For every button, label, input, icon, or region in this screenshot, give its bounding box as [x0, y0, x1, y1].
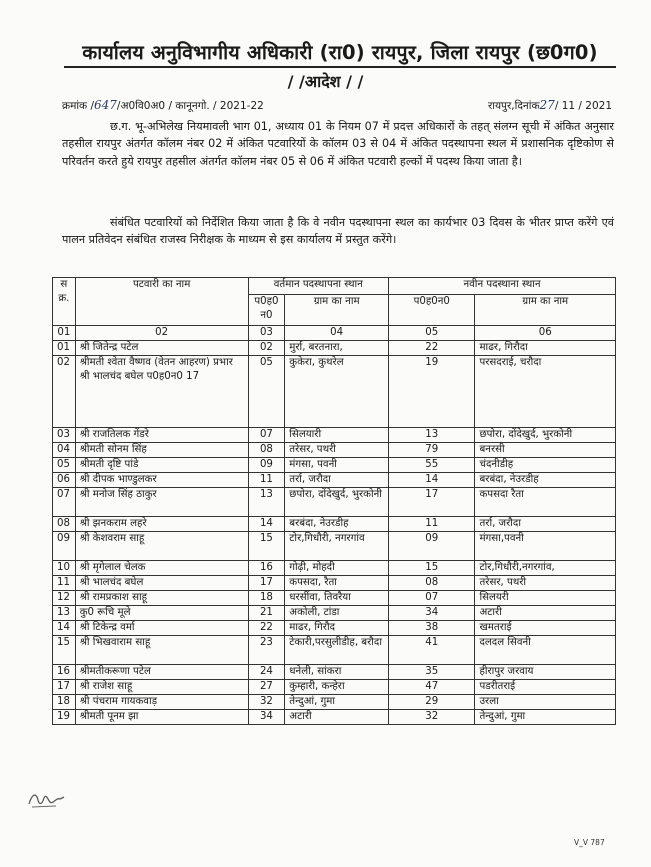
row-name: श्री जितेन्द्र पटेल	[75, 341, 248, 356]
row-new-ph: 14	[389, 473, 475, 488]
row-new-village: तेन्दुआं, गुमा	[475, 710, 616, 725]
row-name: श्री राजेश साहू	[75, 680, 248, 695]
row-current-ph: 14	[248, 517, 285, 532]
order-paragraph-1: छ.ग. भू-अभिलेख नियमावली भाग 01, अध्याय 01 के नियम 07 में प्रदत्त अधिकारों के तहत् संलग्न सूची में अंकित अनुसार तहसील रायपुर अंतर्गत कॉलम नंबर 02 में अंकित पटवारियों के कॉलम 03 से 04 में अंकित पदस्थापना स्थल में प्रशासनिक दृष्टिकोण से परिवर्तन करते हुये रायपुर तहसील अंतर्गत कॉलम नंबर 05 से 06 में अंकित पटवारी हल्कों में पदस्थ किया जाता है।	[62, 120, 614, 168]
row-new-village: परसदराई, चरौदा	[475, 356, 616, 428]
row-serial: 19	[53, 710, 76, 725]
row-new-village: दलदल सिवनी	[475, 636, 616, 665]
order-date	[488, 98, 612, 113]
row-new-ph: 09	[389, 532, 475, 561]
row-current-village: तेन्दुआं, गुमा	[285, 695, 389, 710]
row-serial: 13	[53, 606, 76, 621]
row-name: श्री मृगेलाल चेलक	[75, 561, 248, 576]
row-new-ph: 47	[389, 680, 475, 695]
row-current-ph: 08	[248, 443, 285, 458]
row-name: श्रीमती श्वेता वैष्णव (वेतन आहरण) प्रभार श्री भालचंद बघेल प0ह0न0 17	[75, 356, 248, 428]
row-name: श्री राजतिलक गेंडरे	[75, 428, 248, 443]
row-current-ph: 27	[248, 680, 285, 695]
row-current-village: अकोली, टांडा	[285, 606, 389, 621]
row-new-village: तरेसर, पथरी	[475, 576, 616, 591]
order-number-suffix: /अ0वि0अ0 / कानूनगो. / 2021-22	[116, 100, 264, 112]
row-new-village: खमतराई	[475, 621, 616, 636]
row-new-ph: 32	[389, 710, 475, 725]
reference-line	[62, 98, 612, 116]
row-serial: 15	[53, 636, 76, 665]
row-name: श्री मनोज सिंह ठाकुर	[75, 488, 248, 517]
header-new-ph: प0ह0न0	[389, 295, 475, 326]
row-current-ph: 23	[248, 636, 285, 665]
row-serial: 09	[53, 532, 76, 561]
header-underline	[64, 66, 616, 68]
row-new-village: चंदनीडीह	[475, 458, 616, 473]
order-number	[62, 98, 264, 113]
table-row	[53, 532, 616, 561]
row-name: श्री टिकेन्द्र वर्मा	[75, 621, 248, 636]
order-title: / /आदेश / /	[287, 72, 364, 91]
order-number-handwritten: 647	[94, 98, 117, 112]
row-new-ph: 41	[389, 636, 475, 665]
row-new-village: मंगसा,पवनी	[475, 532, 616, 561]
row-current-village: टोर,गिधौरी, नगरगांव	[285, 532, 389, 561]
date-label: रायपुर,दिनांक	[487, 100, 540, 112]
row-current-ph: 16	[248, 561, 285, 576]
row-new-ph: 11	[389, 517, 475, 532]
row-current-village: धरसींवा, तिवरैया	[285, 591, 389, 606]
header-current-village: ग्राम का नाम	[285, 295, 389, 326]
row-name: श्री पंचराम गायकवाड़	[75, 695, 248, 710]
row-new-ph: 55	[389, 458, 475, 473]
row-current-ph: 07	[248, 428, 285, 443]
row-current-ph: 17	[248, 576, 285, 591]
row-current-village: तर्रा, जरौदा	[285, 473, 389, 488]
header-current-ph: प0ह0 न0	[248, 295, 285, 326]
row-serial: 03	[53, 428, 76, 443]
row-name: श्रीमती सोनम सिंह	[75, 443, 248, 458]
row-name: श्रीमती दृष्टि पांडे	[75, 458, 248, 473]
row-serial: 10	[53, 561, 76, 576]
row-serial: 12	[53, 591, 76, 606]
row-serial: 18	[53, 695, 76, 710]
row-new-ph: 08	[389, 576, 475, 591]
row-current-village: अटारी	[285, 710, 389, 725]
row-new-village: सिलयरी	[475, 591, 616, 606]
row-serial: 06	[53, 473, 76, 488]
row-current-village: बरबंदा, नेउरडीह	[285, 517, 389, 532]
header-name: पटवारी का नाम	[75, 278, 248, 326]
row-new-ph: 79	[389, 443, 475, 458]
table-row	[53, 341, 616, 356]
row-new-ph: 38	[389, 621, 475, 636]
row-new-ph: 35	[389, 665, 475, 680]
row-current-village: तरेसर, पथरी	[285, 443, 389, 458]
column-index-row	[53, 326, 616, 341]
row-serial: 16	[53, 665, 76, 680]
table-row	[53, 695, 616, 710]
row-new-village: टोर,गिधौरी,नगरगांव,	[475, 561, 616, 576]
order-paragraph-2: संबंधित पटवारियों को निर्देशित किया जाता है कि वे नवीन पदस्थापना स्थल का कार्यभार 03 दिवस के भीतर प्राप्त करेंगे एवं पालन प्रतिवेदन संबंधित राजस्व निरीक्षक के माध्यम से इस कार्यालय में प्रस्तुत करेंगे।	[62, 216, 614, 247]
row-serial: 08	[53, 517, 76, 532]
signature-initials	[26, 788, 66, 810]
row-current-village: गोढ़ी, मोहदी	[285, 561, 389, 576]
column-index: 04	[285, 326, 389, 341]
row-serial: 17	[53, 680, 76, 695]
column-index: 03	[248, 326, 285, 341]
table-row	[53, 458, 616, 473]
table-row	[53, 680, 616, 695]
table-row	[53, 488, 616, 517]
row-serial: 14	[53, 621, 76, 636]
column-index: 01	[53, 326, 76, 341]
table-row	[53, 356, 616, 428]
column-index: 02	[75, 326, 248, 341]
page-code: V_V 787	[574, 838, 605, 847]
row-current-ph: 18	[248, 591, 285, 606]
row-new-ph: 13	[389, 428, 475, 443]
table-row	[53, 636, 616, 665]
column-index: 05	[389, 326, 475, 341]
row-name: श्री झनकराम लहरे	[75, 517, 248, 532]
row-current-village: टेकारी,परसुलीडीह, बरौदा	[285, 636, 389, 665]
row-current-ph: 02	[248, 341, 285, 356]
header-new-posting: नवीन पदस्थाना स्थान	[389, 278, 616, 295]
row-serial: 11	[53, 576, 76, 591]
date-month-year: / 11 / 2021	[554, 100, 612, 112]
row-name: श्री दीपक भाण्डुलकर	[75, 473, 248, 488]
row-current-village: मंगसा, पवनी	[285, 458, 389, 473]
row-current-village: माढर, गिरौद	[285, 621, 389, 636]
row-new-ph: 17	[389, 488, 475, 517]
row-new-village: उरला	[475, 695, 616, 710]
row-name: श्रीमतीकरूणा पटेल	[75, 665, 248, 680]
office-header: कार्यालय अनुविभागीय अधिकारी (रा0) रायपुर, जिला रायपुर (छ0ग0)	[82, 41, 598, 64]
row-new-ph: 29	[389, 695, 475, 710]
row-new-village: पडरीतराई	[475, 680, 616, 695]
row-new-village: कपसदा रैता	[475, 488, 616, 517]
row-serial: 07	[53, 488, 76, 517]
row-serial: 04	[53, 443, 76, 458]
table-row	[53, 665, 616, 680]
row-new-village: बनरसी	[475, 443, 616, 458]
row-new-ph: 22	[389, 341, 475, 356]
row-name: श्री भिखवाराम साहू	[75, 636, 248, 665]
row-new-village: माढर, गिरौदा	[475, 341, 616, 356]
row-current-village: सिलयारी	[285, 428, 389, 443]
table-row	[53, 428, 616, 443]
row-name: श्री केशवराम साहू	[75, 532, 248, 561]
header-serial: स क्र.	[53, 278, 76, 326]
row-name: श्री रामप्रकाश साहू	[75, 591, 248, 606]
table-row	[53, 576, 616, 591]
row-current-village: कुम्हारी, कन्हेरा	[285, 680, 389, 695]
row-current-village: धनेली, सांकरा	[285, 665, 389, 680]
table-row	[53, 473, 616, 488]
row-current-ph: 34	[248, 710, 285, 725]
row-serial: 05	[53, 458, 76, 473]
row-current-ph: 15	[248, 532, 285, 561]
row-current-ph: 24	[248, 665, 285, 680]
row-current-village: कपसदा, रैता	[285, 576, 389, 591]
row-current-ph: 09	[248, 458, 285, 473]
row-current-ph: 13	[248, 488, 285, 517]
row-name: श्रीमती पूनम झा	[75, 710, 248, 725]
row-current-village: छपोरा, दोंदेखुर्द, भुरकोनी	[285, 488, 389, 517]
row-new-village: हीरापुर जरवाय	[475, 665, 616, 680]
row-current-ph: 21	[248, 606, 285, 621]
row-new-ph: 19	[389, 356, 475, 428]
row-serial: 01	[53, 341, 76, 356]
row-current-ph: 05	[248, 356, 285, 428]
row-new-ph: 34	[389, 606, 475, 621]
row-new-village: बरबंदा, नेउरडीह	[475, 473, 616, 488]
row-current-ph: 32	[248, 695, 285, 710]
table-row	[53, 710, 616, 725]
transfer-table	[52, 277, 616, 725]
column-index: 06	[475, 326, 616, 341]
header-current-posting: वर्तमान पदस्थापना स्थान	[248, 278, 388, 295]
date-day-handwritten: 27	[539, 98, 555, 112]
row-current-village: कुकेरा, कुथरेल	[285, 356, 389, 428]
row-new-village: छपोरा, दोंदेखुर्द, भुरकोनी	[475, 428, 616, 443]
table-row	[53, 517, 616, 532]
row-current-village: मुर्रा, बरतनारा,	[285, 341, 389, 356]
table-row	[53, 443, 616, 458]
row-name: कु0 रूचि मूले	[75, 606, 248, 621]
row-current-ph: 22	[248, 621, 285, 636]
order-number-prefix: क्रमांक /	[62, 100, 95, 112]
table-row	[53, 621, 616, 636]
row-new-ph: 07	[389, 591, 475, 606]
row-name: श्री भालचंद बघेल	[75, 576, 248, 591]
row-new-village: तर्रा, जरौदा	[475, 517, 616, 532]
row-serial: 02	[53, 356, 76, 428]
table-row	[53, 606, 616, 621]
table-row	[53, 561, 616, 576]
row-new-village: अटारी	[475, 606, 616, 621]
table-row	[53, 591, 616, 606]
row-new-ph: 15	[389, 561, 475, 576]
header-new-village: ग्राम का नाम	[475, 295, 616, 326]
row-current-ph: 11	[248, 473, 285, 488]
